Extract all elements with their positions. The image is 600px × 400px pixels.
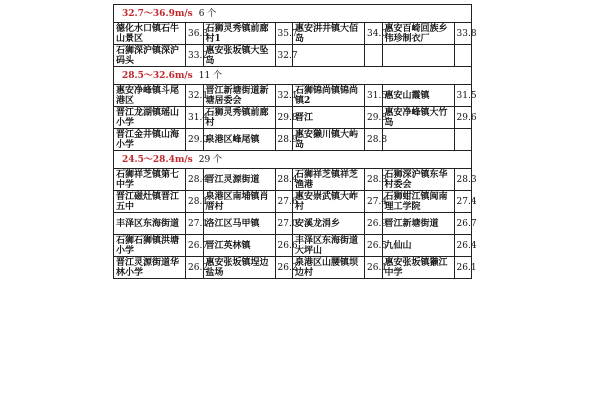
wind-speed-value: 29.8 <box>365 107 383 129</box>
wind-speed-value: 27.4 <box>454 191 472 213</box>
section-heading-row <box>114 5 472 23</box>
station-name: 泉港区山腰镇坝边村 <box>293 257 365 279</box>
station-name: 惠安崇武镇大岞村 <box>293 191 365 213</box>
station-name: 九仙山 <box>382 235 454 257</box>
wind-speed-value: 33.2 <box>186 45 204 67</box>
table-body <box>114 5 477 279</box>
wind-speed-value: 26.7 <box>186 235 204 257</box>
station-name: 石狮深沪镇深沪码头 <box>114 45 186 67</box>
wind-speed-value: 34.0 <box>365 23 383 45</box>
station-name: 晋江新塘街道 <box>382 213 454 235</box>
empty-cell <box>454 129 472 151</box>
station-name: 惠安汫井镇大佰岛 <box>293 23 365 45</box>
empty-cell <box>382 45 454 67</box>
station-name: 惠安百崎回族乡伟珍制衣厂 <box>382 23 454 45</box>
wind-speed-range: 24.5～28.4m/s <box>122 154 193 165</box>
station-name: 石狮灵秀镇前廊村1 <box>203 23 275 45</box>
station-count: 11 个 <box>198 70 223 81</box>
station-name: 惠安獭川镇大屿岛 <box>293 129 365 151</box>
wind-speed-value: 35.7 <box>275 23 293 45</box>
wind-speed-value: 26.6 <box>275 235 293 257</box>
wind-speed-value: 28.9 <box>275 129 293 151</box>
section-heading <box>114 5 472 23</box>
section-heading-row <box>114 67 472 85</box>
station-name: 晋江新塘街道新塘居委会 <box>203 85 275 107</box>
station-name: 泉港区南埔镇肖厝村 <box>203 191 275 213</box>
station-name: 惠安张坂镇獭江中学 <box>382 257 454 279</box>
wind-speed-value: 31.5 <box>365 85 383 107</box>
empty-cell <box>365 45 383 67</box>
wind-speed-value: 29.6 <box>454 107 472 129</box>
station-name: 惠安净峰镇大竹岛 <box>382 107 454 129</box>
table-row <box>114 235 472 257</box>
station-name: 石狮祥芝镇第七中学 <box>114 169 186 191</box>
station-name: 晋江金井镇山海小学 <box>114 129 186 151</box>
section-heading <box>114 151 472 169</box>
wind-speed-value: 28.3 <box>454 169 472 191</box>
station-name: 晋江龙湖镇瑶山小学 <box>114 107 186 129</box>
wind-speed-value: 27.1 <box>186 213 204 235</box>
station-name: 惠安山霞镇 <box>382 85 454 107</box>
wind-speed-range: 32.7～36.9m/s <box>122 8 193 19</box>
empty-cell <box>293 45 365 67</box>
wind-speed-value: 27.0 <box>275 213 293 235</box>
section-heading-row <box>114 151 472 169</box>
wind-speed-value: 29.0 <box>186 129 204 151</box>
wind-speed-value: 27.4 <box>365 191 383 213</box>
empty-cell <box>382 129 454 151</box>
wind-speed-value: 32.1 <box>275 85 293 107</box>
station-name: 石狮深沪镇东华村委会 <box>382 169 454 191</box>
table-row <box>114 129 472 151</box>
wind-speed-value: 31.5 <box>454 85 472 107</box>
wind-speed-value: 33.8 <box>454 23 472 45</box>
wind-speed-value: 28.4 <box>186 169 204 191</box>
wind-speed-value: 32.7 <box>275 45 293 67</box>
table-row <box>114 169 472 191</box>
table-row <box>114 107 472 129</box>
wind-speed-value: 26.7 <box>454 213 472 235</box>
station-name: 晋江灵源街道 <box>203 169 275 191</box>
station-name: 晋江 <box>293 107 365 129</box>
station-name: 石狮灵秀镇前廊村 <box>203 107 275 129</box>
wind-speed-value: 26.9 <box>365 213 383 235</box>
empty-cell <box>454 45 472 67</box>
station-name: 石狮石狮镇洪塘小学 <box>114 235 186 257</box>
wind-speed-table <box>113 4 477 279</box>
station-count: 29 个 <box>198 154 223 165</box>
station-name: 德化水口镇石牛山景区 <box>114 23 186 45</box>
wind-speed-value: 26.2 <box>186 257 204 279</box>
table-row <box>114 45 472 67</box>
wind-speed-value: 32.1 <box>186 85 204 107</box>
wind-speed-value: 31.4 <box>186 107 204 129</box>
wind-speed-value: 26.1 <box>365 257 383 279</box>
station-name: 石狮蚶江镇闽南理工学院 <box>382 191 454 213</box>
station-name: 惠安张坂镇埕边盐场 <box>203 257 275 279</box>
station-name: 石狮锦尚镇锦尚镇2 <box>293 85 365 107</box>
station-name: 洛江区马甲镇 <box>203 213 275 235</box>
station-name: 惠安张坂镇大坠岛 <box>203 45 275 67</box>
table-row <box>114 257 472 279</box>
wind-speed-range: 28.5～32.6m/s <box>122 70 193 81</box>
wind-speed-value: 28.4 <box>275 169 293 191</box>
station-name: 惠安净峰镇斗尾港区 <box>114 85 186 107</box>
section-heading <box>114 67 472 85</box>
wind-speed-value: 28.8 <box>365 129 383 151</box>
wind-speed-value: 27.6 <box>275 191 293 213</box>
wind-speed-value: 29.8 <box>275 107 293 129</box>
wind-speed-value: 26.5 <box>365 235 383 257</box>
station-name: 晋江磁灶镇晋江五中 <box>114 191 186 213</box>
table-row <box>114 85 472 107</box>
table-row <box>114 213 472 235</box>
station-count: 6 个 <box>198 8 217 19</box>
wind-speed-value: 26.1 <box>454 257 472 279</box>
wind-speed-value: 26.2 <box>275 257 293 279</box>
station-name: 石狮祥芝镇祥芝渔港 <box>293 169 365 191</box>
station-name: 泉港区峰尾镇 <box>203 129 275 151</box>
station-name: 晋江英林镇 <box>203 235 275 257</box>
wind-speed-value: 28.1 <box>186 191 204 213</box>
station-name: 丰泽区东海街道 <box>114 213 186 235</box>
wind-speed-value: 26.4 <box>454 235 472 257</box>
wind-speed-value: 28.3 <box>365 169 383 191</box>
table-row <box>114 191 472 213</box>
station-name: 丰泽区东海街道大坪山 <box>293 235 365 257</box>
station-name: 安溪龙涓乡 <box>293 213 365 235</box>
wind-speed-value: 36.3 <box>186 23 204 45</box>
station-name: 晋江灵源街道华林小学 <box>114 257 186 279</box>
table-row <box>114 23 472 45</box>
